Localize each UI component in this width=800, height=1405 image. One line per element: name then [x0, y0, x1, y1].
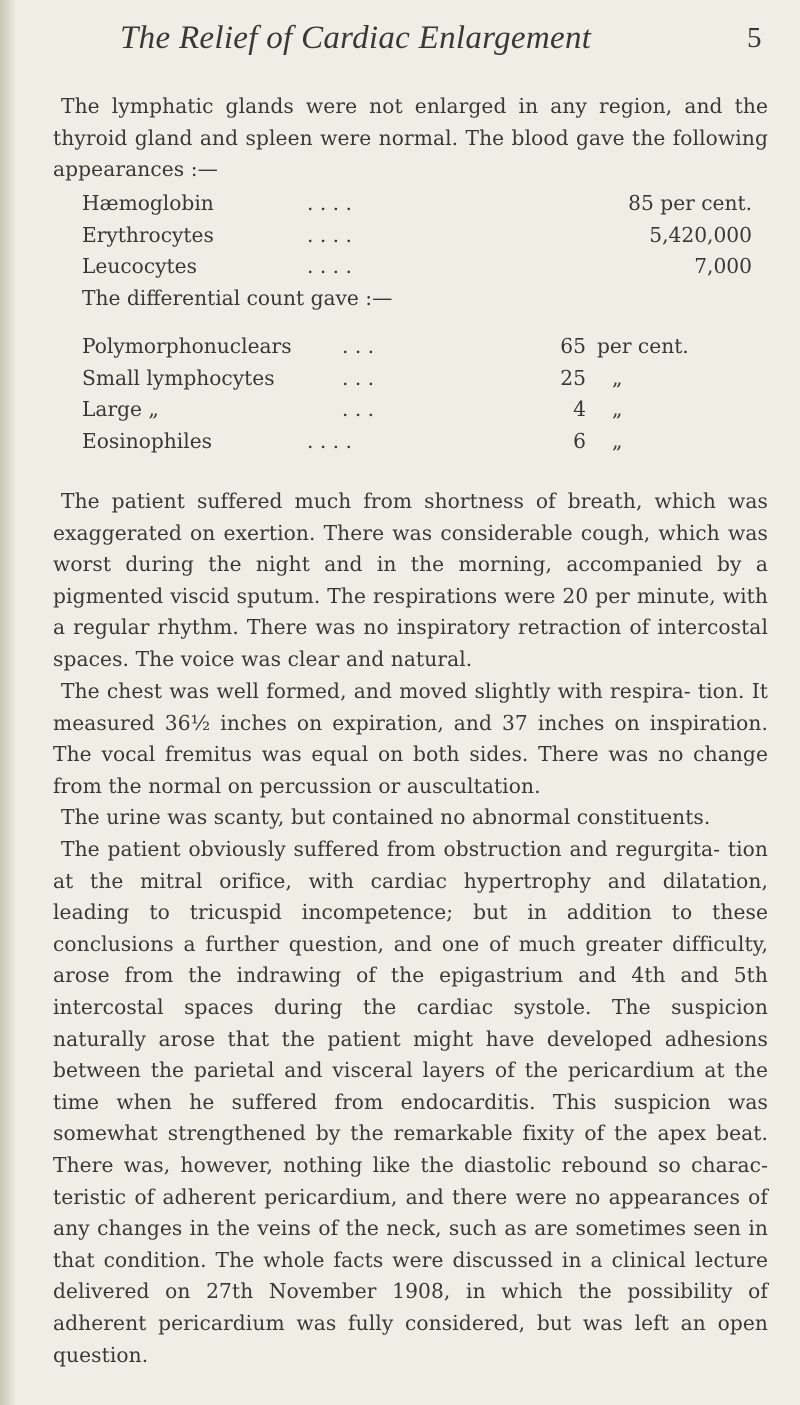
row-label: Polymorphonuclears	[82, 334, 292, 358]
blood-table	[82, 188, 752, 283]
paragraph-chest	[53, 676, 768, 802]
page-binding-shadow	[0, 0, 16, 1405]
page-number: 5	[747, 22, 762, 54]
table-row	[82, 331, 752, 363]
table-row	[82, 426, 752, 458]
paragraph-text: The urine was scanty, but contained no abnormal constituents.	[61, 805, 711, 829]
paragraph-text: The patient suffered much from shortness of breath, which was exaggerated on exertion. There was considerable cough, which was worst during the night and in the morning, accompanied by a pigmented viscid sputum. The respirations were 20 per minute, with a regular rhythm. There was no inspiratory retraction of intercostal spaces. The voice was clear and natural.	[53, 489, 768, 671]
table-row	[82, 394, 752, 426]
row-number: 65	[560, 334, 586, 358]
differential-table	[82, 331, 752, 457]
paragraph-text: The lymphatic glands were not enlarged in any region, and the thyroid gland and spleen were normal. The blood gave the following appearances :—	[53, 94, 768, 182]
leader-dots: . . . .	[307, 191, 352, 215]
paragraph-text: The patient obviously suffered from obstruction and regurgita- tion at the mitral orifice, with cardiac hypertrophy and dilatation, leading to tricuspid incompetence; but in addition to these conclusions a further question, and one of much greater difficulty, arose from the indrawing of the epigastrium and 4th and 5th intercostal spaces during the cardiac systole. The suspicion naturally arose that the patient might have developed adhesions between the parietal and visceral layers of the pericardium at the time when he suffered from endocarditis. This suspicion was somewhat strengthened by the remarkable fixity of the apex beat. There was, however, nothing like the diastolic rebound so charac- teristic of adherent pericardium, and there were no appearances of any changes in the veins of the neck, such as are sometimes seen in that condition. The whole facts were discussed in a clinical lecture delivered on 27th November 1908, in which the possibility of adherent pericardium was fully considered, but was left an open question.	[53, 837, 768, 1367]
leader-dots: . . . .	[307, 428, 352, 453]
row-number: 4	[573, 397, 586, 422]
table-row	[82, 188, 752, 220]
row-value: 85 per cent.	[628, 191, 752, 215]
running-title: The Relief of Cardiac Enlargement	[120, 20, 592, 56]
row-label: Small lymphocytes	[82, 365, 275, 390]
row-label: Leucocytes	[82, 254, 197, 279]
row-label: Eosinophiles	[82, 428, 213, 453]
paragraph-diagnosis	[53, 834, 768, 1371]
paragraph-urine	[53, 802, 768, 834]
leader-dots: . . .	[342, 397, 375, 422]
row-number: 6	[573, 428, 586, 453]
page-header	[0, 20, 800, 70]
row-unit: per cent.	[597, 334, 689, 358]
differential-intro: The differential count gave :—	[82, 286, 393, 310]
leader-dots: . . . .	[307, 254, 352, 279]
paragraph-lymphatic	[53, 91, 768, 186]
row-value: 7,000	[694, 254, 752, 279]
leader-dots: . . .	[342, 365, 375, 390]
row-value: 5,420,000	[649, 222, 752, 247]
leader-dots: . . . .	[307, 222, 352, 247]
row-number: 25	[560, 365, 586, 390]
table-row	[82, 251, 752, 283]
leader-dots: . . .	[342, 334, 375, 358]
table-row	[82, 220, 752, 252]
table-row	[82, 363, 752, 395]
row-label: Hæmoglobin	[82, 191, 214, 215]
row-unit: „	[612, 428, 623, 453]
paragraph-text: The chest was well formed, and moved slightly with respira- tion. It measured 36½ inches on expiration, and 37 inches on inspiration. The vocal fremitus was equal on both sides. There was no change from the normal on percussion or auscultation.	[53, 679, 768, 798]
row-unit: „	[612, 365, 623, 390]
paragraph-breath	[53, 486, 768, 676]
row-label: Erythrocytes	[82, 222, 214, 247]
row-unit: „	[612, 397, 623, 422]
row-label: Large „	[82, 397, 159, 422]
